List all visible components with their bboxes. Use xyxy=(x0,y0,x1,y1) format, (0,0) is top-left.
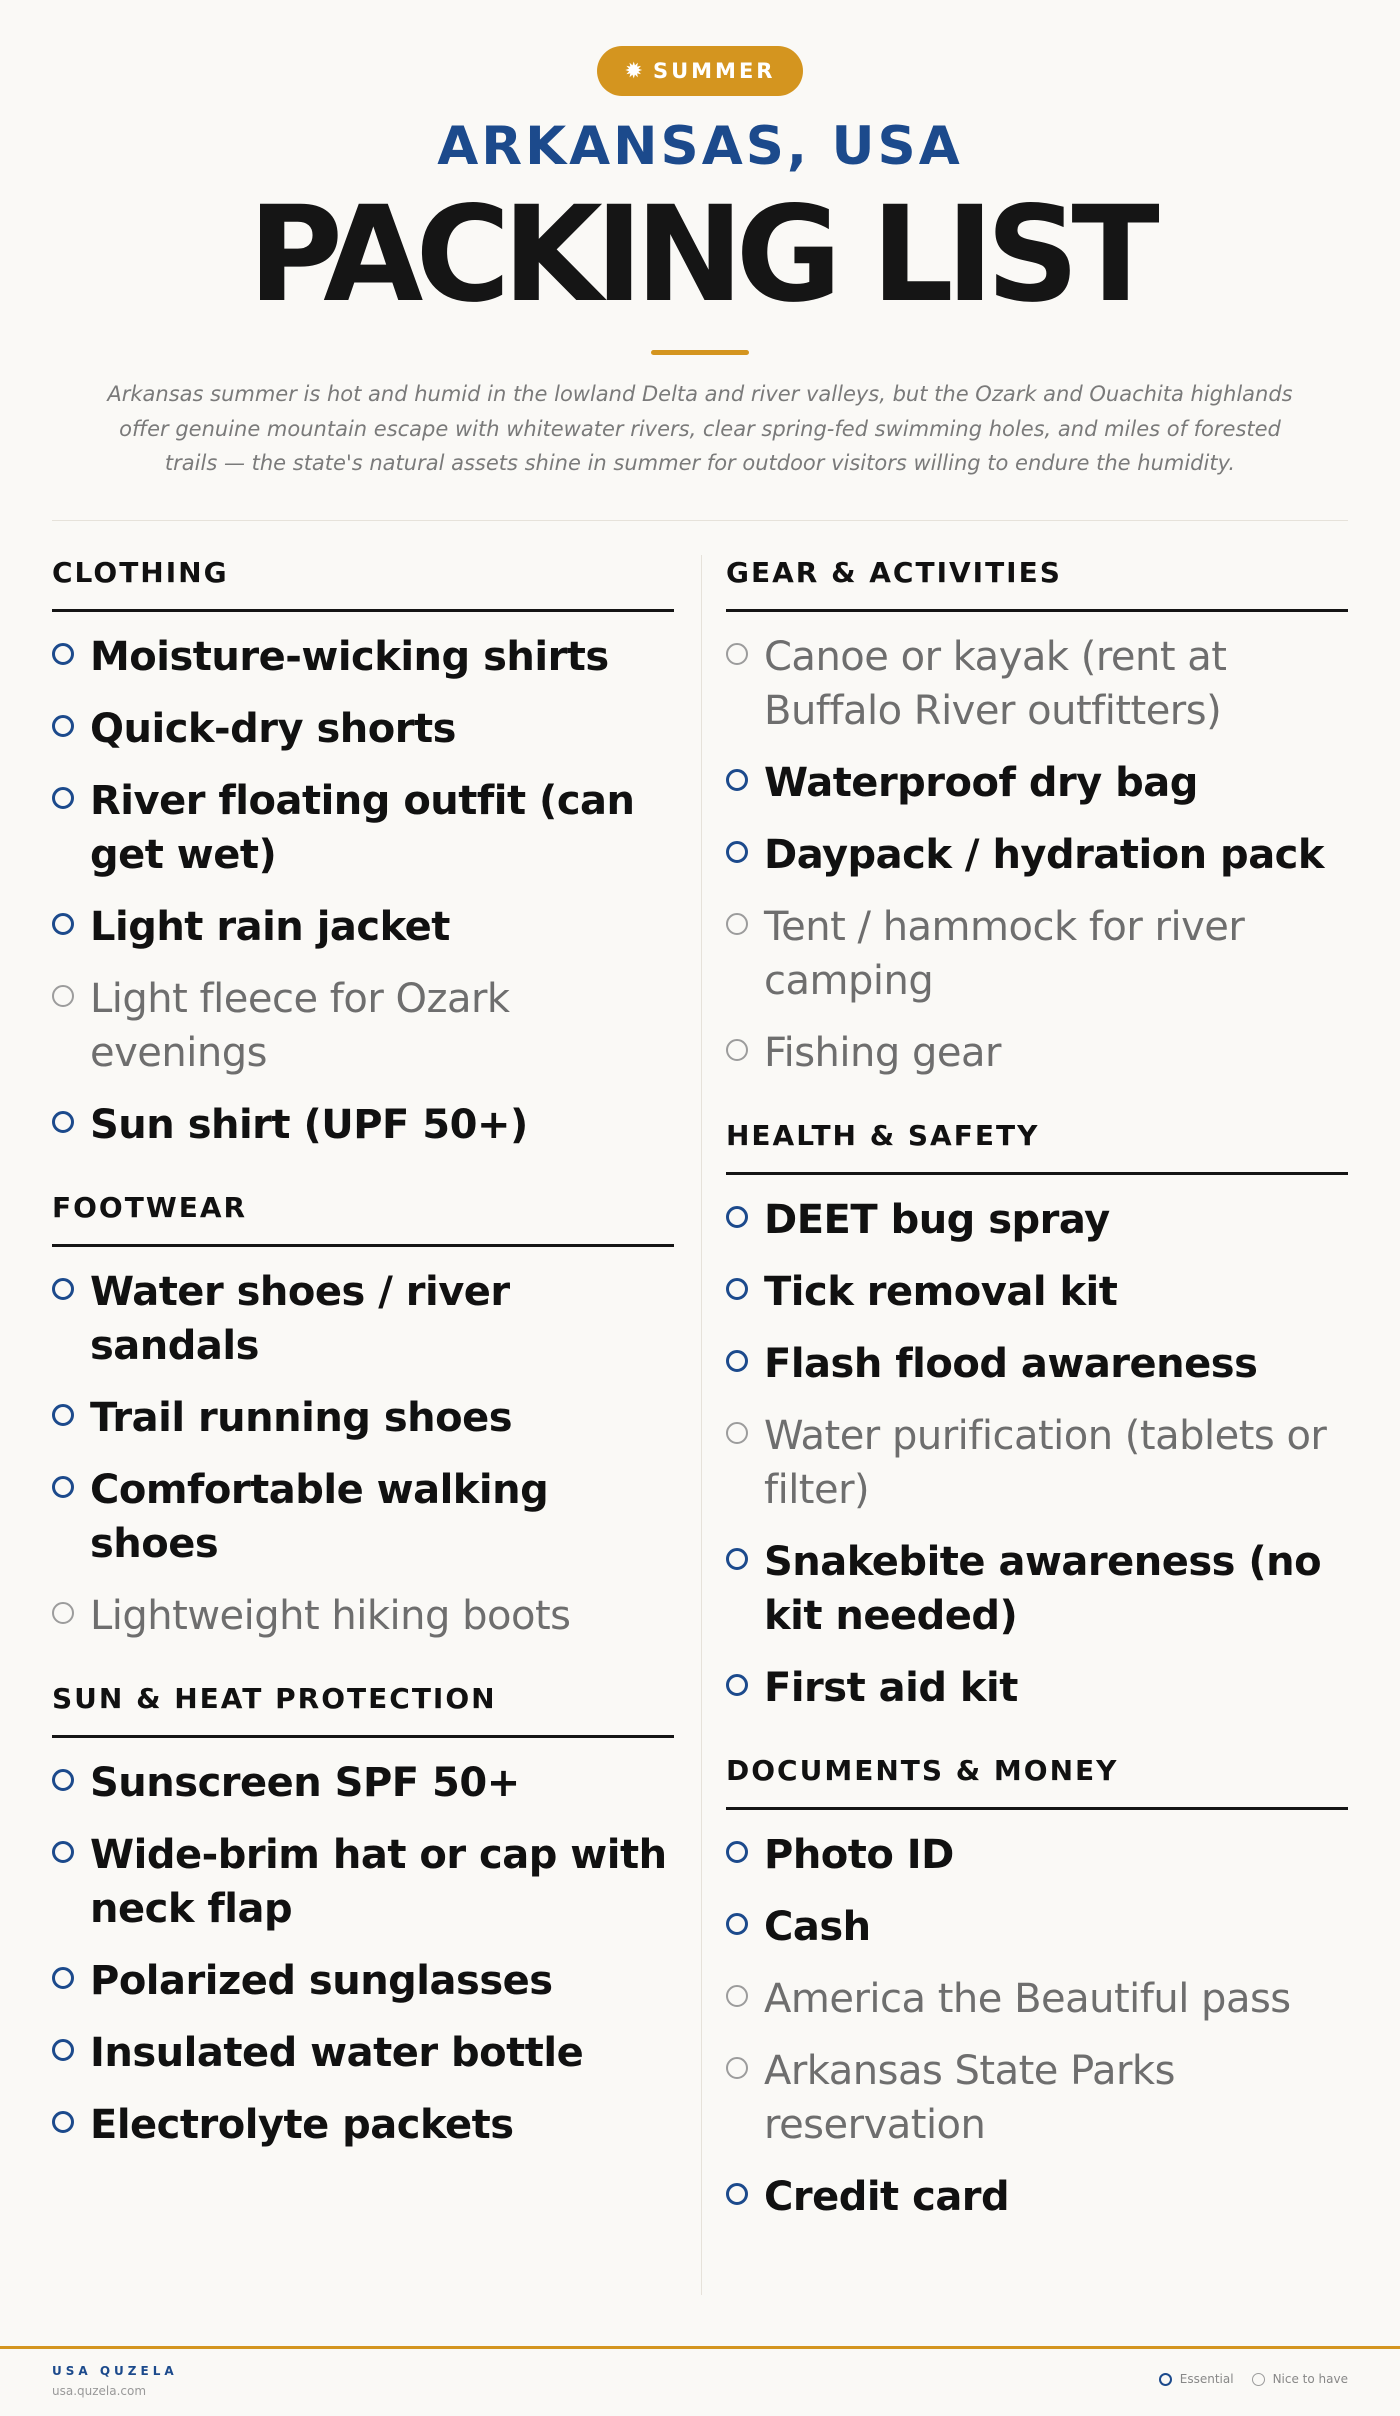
right-column xyxy=(726,555,1348,2262)
essential-circle-icon xyxy=(726,1278,748,1300)
essential-circle-icon xyxy=(52,1278,74,1300)
checklist-item[interactable] xyxy=(726,2170,1348,2224)
essential-circle-icon xyxy=(726,841,748,863)
essential-circle-icon xyxy=(52,1769,74,1791)
optional-circle-icon xyxy=(52,985,74,1007)
essential-circle-icon xyxy=(52,787,74,809)
season-label: SUMMER xyxy=(652,59,776,83)
title-underline xyxy=(651,350,749,355)
essential-circle-icon xyxy=(726,1350,748,1372)
legend-essential xyxy=(1159,2372,1234,2386)
season-badge xyxy=(597,46,804,96)
checklist-item[interactable] xyxy=(726,756,1348,810)
checklist-item[interactable] xyxy=(726,828,1348,882)
section-footwear xyxy=(52,1190,674,1643)
section-title: HEALTH & SAFETY xyxy=(726,1118,1348,1175)
checklist-item-label: Light fleece for Ozark evenings xyxy=(90,976,510,1076)
checklist xyxy=(52,1265,674,1643)
essential-circle-icon xyxy=(52,2111,74,2133)
checklist-item[interactable] xyxy=(726,1193,1348,1247)
optional-circle-icon xyxy=(1252,2373,1265,2386)
checklist-item-label: Fishing gear xyxy=(764,1030,1001,1076)
essential-circle-icon xyxy=(726,1841,748,1863)
section-title: CLOTHING xyxy=(52,555,674,612)
essential-circle-icon xyxy=(726,2183,748,2205)
checklist-item-label: Insulated water bottle xyxy=(90,2030,584,2076)
section-health-safety xyxy=(726,1118,1348,1715)
checklist-item-label: Snakebite awareness (no kit needed) xyxy=(764,1539,1322,1639)
checklist-item-label: Daypack / hydration pack xyxy=(764,832,1324,878)
essential-circle-icon xyxy=(726,1674,748,1696)
checklist-item[interactable] xyxy=(726,1265,1348,1319)
checklist-item[interactable] xyxy=(52,1391,674,1445)
checklist-item-label: Comfortable walking shoes xyxy=(90,1467,549,1567)
section-title: SUN & HEAT PROTECTION xyxy=(52,1681,674,1738)
section-documents-money xyxy=(726,1753,1348,2224)
essential-circle-icon xyxy=(52,1111,74,1133)
checklist-item-label: Water shoes / river sandals xyxy=(90,1269,510,1369)
left-column xyxy=(52,555,674,2262)
checklist-item-label: Lightweight hiking boots xyxy=(90,1593,571,1639)
checklist-item-label: America the Beautiful pass xyxy=(764,1976,1291,2022)
checklist xyxy=(52,1756,674,2152)
essential-circle-icon xyxy=(726,1548,748,1570)
checklist-item[interactable] xyxy=(52,1756,674,1810)
header xyxy=(0,0,1400,481)
checklist-item-label: Photo ID xyxy=(764,1832,954,1878)
checklist-item-label: Arkansas State Parks reservation xyxy=(764,2048,1175,2148)
legend-essential-label: Essential xyxy=(1179,2372,1234,2386)
essential-circle-icon xyxy=(52,913,74,935)
checklist-item-label: Canoe or kayak (rent at Buffalo River outfitters) xyxy=(764,634,1227,734)
essential-circle-icon xyxy=(52,1841,74,1863)
checklist-item[interactable] xyxy=(52,1265,674,1373)
checklist-item-label: Electrolyte packets xyxy=(90,2102,514,2148)
essential-circle-icon xyxy=(52,1967,74,1989)
essential-circle-icon xyxy=(52,1404,74,1426)
checklist-item-label: Quick-dry shorts xyxy=(90,706,456,752)
checklist-item-label: Credit card xyxy=(764,2174,1010,2220)
essential-circle-icon xyxy=(52,2039,74,2061)
essential-circle-icon xyxy=(52,643,74,665)
checklist-item[interactable] xyxy=(52,630,674,684)
essential-circle-icon xyxy=(52,1476,74,1498)
checklist-item[interactable] xyxy=(726,1337,1348,1391)
checklist-item[interactable] xyxy=(726,1900,1348,1954)
checklist-item-label: Water purification (tablets or filter) xyxy=(764,1413,1327,1513)
legend-optional xyxy=(1252,2372,1348,2386)
section-sun-heat-protection xyxy=(52,1681,674,2152)
optional-circle-icon xyxy=(726,1985,748,2007)
essential-circle-icon xyxy=(726,1206,748,1228)
checklist-item-label: Cash xyxy=(764,1904,871,1950)
checklist-item[interactable] xyxy=(726,1972,1348,2026)
checklist-item-label: Moisture-wicking shirts xyxy=(90,634,609,680)
checklist-item[interactable] xyxy=(726,630,1348,738)
checklist-item-label: Sun shirt (UPF 50+) xyxy=(90,1102,528,1148)
optional-circle-icon xyxy=(726,1039,748,1061)
checklist-item[interactable] xyxy=(726,1026,1348,1080)
sun-icon: ✹ xyxy=(624,58,643,84)
checklist-item-label: Tent / hammock for river camping xyxy=(764,904,1245,1004)
brand-url: usa.quzela.com xyxy=(52,2384,147,2398)
intro-paragraph: Arkansas summer is hot and humid in the lowland Delta and river valleys, but the Ozark and Ouachita highlands offer genuine mountain escape with whitewater rivers, clear spring-fed swimming holes, and miles of forested trails — the state's natural assets shine in summer for outdoor visitors willing to endure the humidity. xyxy=(107,382,1293,475)
page-title: PACKING LIST xyxy=(248,178,1152,332)
checklist-item-label: Waterproof dry bag xyxy=(764,760,1198,806)
checklist-item[interactable] xyxy=(726,1661,1348,1715)
essential-circle-icon xyxy=(726,1913,748,1935)
checklist-item-label: Wide-brim hat or cap with neck flap xyxy=(90,1832,667,1932)
checklist-item[interactable] xyxy=(52,972,674,1080)
checklist-item[interactable] xyxy=(52,900,674,954)
checklist-item-label: Tick removal kit xyxy=(764,1269,1118,1315)
checklist-item[interactable] xyxy=(52,1828,674,1936)
checklist xyxy=(52,630,674,1152)
checklist xyxy=(726,1828,1348,2224)
packing-columns xyxy=(52,555,1348,2262)
checklist-item[interactable] xyxy=(52,1098,674,1152)
checklist-item[interactable] xyxy=(52,1463,674,1571)
checklist-item-label: Light rain jacket xyxy=(90,904,450,950)
section-gear-activities xyxy=(726,555,1348,1080)
checklist-item[interactable] xyxy=(52,702,674,756)
essential-circle-icon xyxy=(1159,2373,1172,2386)
checklist-item-label: DEET bug spray xyxy=(764,1197,1110,1243)
legend-optional-label: Nice to have xyxy=(1272,2372,1348,2386)
checklist-item[interactable] xyxy=(726,1828,1348,1882)
checklist xyxy=(726,630,1348,1080)
optional-circle-icon xyxy=(726,643,748,665)
checklist-item[interactable] xyxy=(726,1535,1348,1643)
legend xyxy=(1159,2372,1348,2386)
checklist-item-label: First aid kit xyxy=(764,1665,1018,1711)
checklist-item[interactable] xyxy=(52,2098,674,2152)
optional-circle-icon xyxy=(726,1422,748,1444)
checklist-item[interactable] xyxy=(52,774,674,882)
checklist-item-label: Trail running shoes xyxy=(90,1395,513,1441)
checklist-item-label: River floating outfit (can get wet) xyxy=(90,778,635,878)
checklist-item[interactable] xyxy=(52,2026,674,2080)
checklist-item[interactable] xyxy=(726,1409,1348,1517)
optional-circle-icon xyxy=(52,1602,74,1624)
essential-circle-icon xyxy=(52,715,74,737)
section-title: DOCUMENTS & MONEY xyxy=(726,1753,1348,1810)
section-clothing xyxy=(52,555,674,1152)
section-title: FOOTWEAR xyxy=(52,1190,674,1247)
optional-circle-icon xyxy=(726,2057,748,2079)
checklist-item-label: Flash flood awareness xyxy=(764,1341,1258,1387)
essential-circle-icon xyxy=(726,769,748,791)
checklist-item[interactable] xyxy=(726,2044,1348,2152)
checklist-item[interactable] xyxy=(52,1589,674,1643)
brand-name: USA QUZELA xyxy=(52,2364,178,2378)
checklist xyxy=(726,1193,1348,1715)
section-title: GEAR & ACTIVITIES xyxy=(726,555,1348,612)
footer-rule xyxy=(0,2346,1400,2349)
checklist-item[interactable] xyxy=(52,1954,674,2008)
checklist-item-label: Polarized sunglasses xyxy=(90,1958,553,2004)
checklist-item-label: Sunscreen SPF 50+ xyxy=(90,1760,520,1806)
header-divider xyxy=(52,520,1348,521)
optional-circle-icon xyxy=(726,913,748,935)
checklist-item[interactable] xyxy=(726,900,1348,1008)
location-kicker: ARKANSAS, USA xyxy=(437,116,963,177)
